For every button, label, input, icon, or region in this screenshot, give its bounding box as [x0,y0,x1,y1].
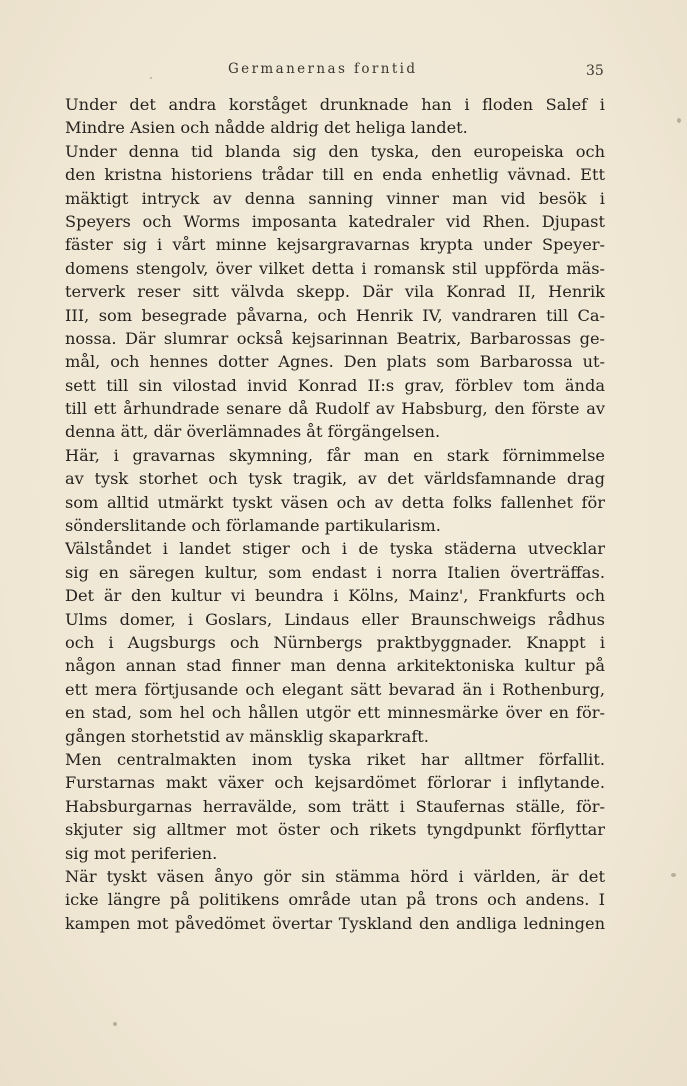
running-title: Germanernas forntid [228,61,418,77]
paper-speck [677,118,681,123]
text-line: Här, i gravarnas skymning, får man en stark förnimmelse [65,445,605,465]
text-line: skjuter sig alltmer mot öster och rikets tyngdpunkt förflyttar [65,820,605,840]
page-number: 35 [586,63,604,79]
text-line: Mindre Asien och nådde aldrig det heliga landet. [65,118,468,138]
text-line: Välståndet i landet stiger och i de tyska städerna utvecklar [65,539,605,559]
text-line: När tyskt väsen ånyo gör sin stämma hörd i världen, är det [65,866,605,886]
text-line: Det är den kultur vi beundra i Kölns, Mainz', Frankfurts och [65,586,605,606]
text-line: gången storhetstid av mänsklig skaparkraft. [65,726,429,746]
text-line: ett mera förtjusande och elegant sätt bevarad än i Rothenburg, [65,679,605,699]
text-line: av tysk storhet och tysk tragik, av det världsfamnande drag [65,469,605,489]
text-line: den kristna historiens trådar till en enda enhetlig vävnad. Ett [65,165,605,185]
text-line: Habsburgarnas herravälde, som trätt i Staufernas ställe, för- [65,796,605,816]
body-text [65,93,605,935]
text-line: sig en säregen kultur, som endast i norra Italien överträffas. [65,562,605,582]
text-line: Speyers och Worms imposanta katedraler vid Rhen. Djupast [65,211,605,231]
paper-speck [150,77,152,79]
text-line: Men centralmakten inom tyska riket har alltmer förfallit. [65,749,605,769]
text-line: Furstarnas makt växer och kejsardömet förlorar i inflytande. [65,773,605,793]
text-line: som alltid utmärkt tyskt väsen och av detta folks fallenhet för [65,492,605,512]
text-line: och i Augsburgs och Nürnbergs praktbyggnader. Knappt i [65,632,605,652]
text-line: Under det andra korståget drunknade han i floden Salef i [65,95,605,114]
text-line: en stad, som hel och hållen utgör ett minnesmärke över en för- [65,703,605,723]
text-line: denna ätt, där överlämnades åt förgängelsen. [65,422,441,442]
text-line: någon annan stad finner man denna arkitektoniska kultur på [65,656,605,676]
text-line: fäster sig i vårt minne kejsargravarnas krypta under Speyer- [65,235,605,255]
text-line: icke längre på politikens område utan på trons och andens. I [65,890,605,910]
text-line: nossa. Där slumrar också kejsarinnan Beatrix, Barbarossas ge- [65,328,605,348]
text-line: sett till sin vilostad invid Konrad II:s grav, förblev tom ända [65,375,605,395]
text-line: domens stengolv, över vilket detta i romansk stil uppförda mäs- [65,258,605,278]
text-line: sönderslitande och förlamande partikularism. [65,516,441,536]
text-line: Under denna tid blanda sig den tyska, den europeiska och [65,141,605,161]
text-line: Ulms domer, i Goslars, Lindaus eller Braunschweigs rådhus [65,609,605,629]
paper-speck [671,873,676,877]
paper-speck [113,1022,117,1026]
text-line: mål, och hennes dotter Agnes. Den plats som Barbarossa ut- [65,352,605,372]
text-line: terverk reser sitt välvda skepp. Där vila Konrad II, Henrik [65,282,605,302]
running-head [0,61,687,85]
text-line: III, som besegrade påvarna, och Henrik IV, vandraren till Ca- [65,305,605,325]
text-line: sig mot periferien. [65,843,218,863]
text-line: till ett århundrade senare då Rudolf av Habsburg, den förste av [65,399,605,419]
text-line: mäktigt intryck av denna sanning vinner man vid besök i [65,188,605,208]
text-line: kampen mot påvedömet övertar Tyskland den andliga ledningen [65,913,605,933]
